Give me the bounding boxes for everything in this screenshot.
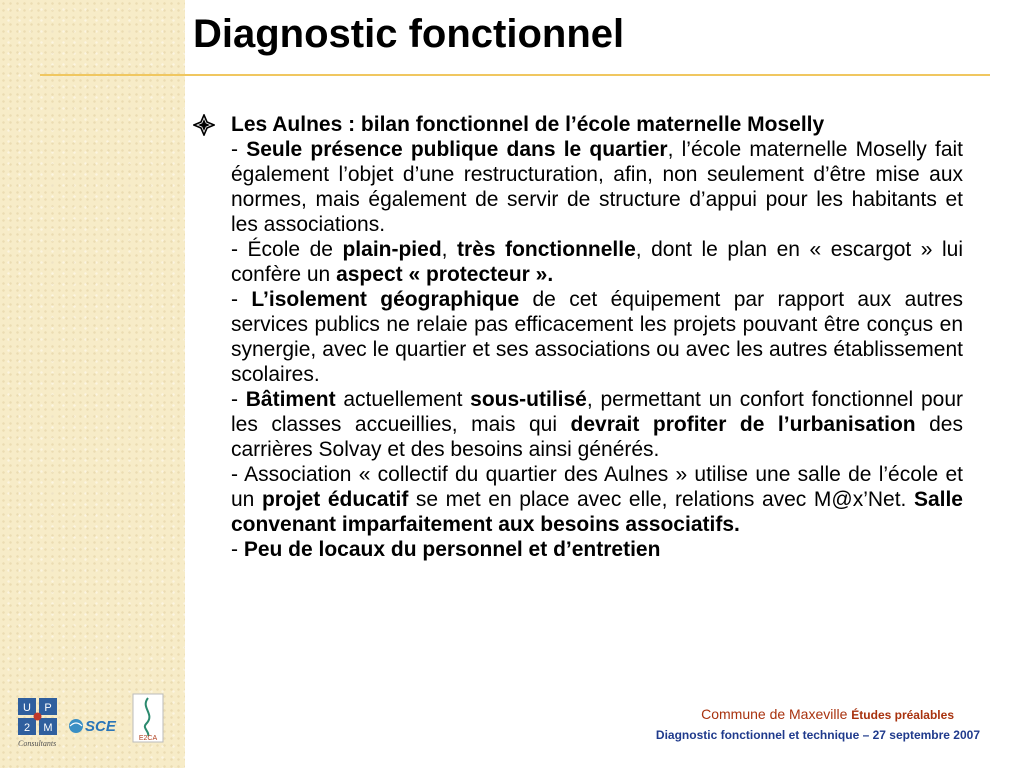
title-divider [40,74,990,76]
section-heading: Les Aulnes : bilan fonctionnel de l’école maternelle Moselly [231,113,825,136]
item-dash: - [231,238,248,261]
e2ca-text: E2CA [138,735,158,742]
list-item [231,137,963,237]
footer-commune: Commune de Maxeville [701,706,848,722]
item-bold: L’isolement géographique [251,288,520,311]
item-bold: plain-pied [342,238,442,261]
item-bold: projet éducatif [261,488,409,511]
item-text: se met en place avec elle, relations avec M@x’Net. [408,488,914,511]
up2m-cell: P [44,702,52,714]
item-dash: - [231,538,244,561]
footer-title [701,706,954,722]
item-dash: - [231,138,247,161]
up2m-logo [0,690,185,750]
item-bold: devrait profiter de l’urbanisation [570,413,916,436]
list-item [231,537,963,562]
list-item [231,237,963,287]
item-bold: Peu de locaux du personnel et d’entretien [243,538,661,561]
item-text: , l’école maternelle Moselly fait également l’objet d’une restructuration, afin, non seulement d’être mise aux normes, mais également de servir de structure d’appui pour les habitants et les associations. [231,138,963,236]
diamond-bullet-icon [193,114,215,136]
up2m-cell: 2 [23,722,31,734]
item-bold: très fonctionnelle [457,238,636,261]
list-item [231,287,963,387]
up2m-cell: U [23,702,31,714]
item-text: , dont le plan en « escargot » lui confère un [231,238,964,286]
footer-subtitle: Diagnostic fonctionnel et technique – 27 septembre 2007 [655,728,980,742]
item-bold: Bâtiment [245,388,336,411]
item-text: actuellement [335,388,471,411]
item-text: de cet équipement par rapport aux autres services publics ne relaie pas efficacement les projets pouvant être conçus en synergie, avec le quartier et ses associations ou avec les autres établissement scolaires. [231,288,964,386]
item-bold: sous-utilisé [470,388,587,411]
item-text: , permettant un confort fonctionnel pour les classes accueillies, mais qui [231,388,963,436]
item-bold: aspect « protecteur ». [336,263,554,286]
item-text: , [441,238,458,261]
list-item [231,462,963,537]
item-dash: - [231,388,246,411]
item-text: des carrières Solvay et des besoins ainsi générés. [231,413,963,461]
footer-etudes: Études préalables [851,708,954,722]
item-dash: - [231,463,245,486]
item-dash: - [231,288,252,311]
item-text: Association « collectif du quartier des Aulnes » utilise une salle de l’école et un [231,463,963,511]
up2m-caption: Consultants [18,739,57,748]
item-bold: Salle convenant imparfaitement aux besoins associatifs. [231,488,963,536]
decorative-sidebar [0,0,185,768]
sce-text: SCE [85,718,116,735]
list-item [231,387,963,462]
slide-content [193,112,963,562]
detail-list [193,137,963,562]
bullet-heading-row [193,112,963,137]
up2m-cell: M [43,722,53,734]
item-bold: Seule présence publique dans le quartier [246,138,668,161]
sce-globe-icon [69,719,83,733]
partner-logos [0,690,185,750]
item-text: École de [247,238,343,261]
slide-title: Diagnostic fonctionnel [193,12,625,56]
